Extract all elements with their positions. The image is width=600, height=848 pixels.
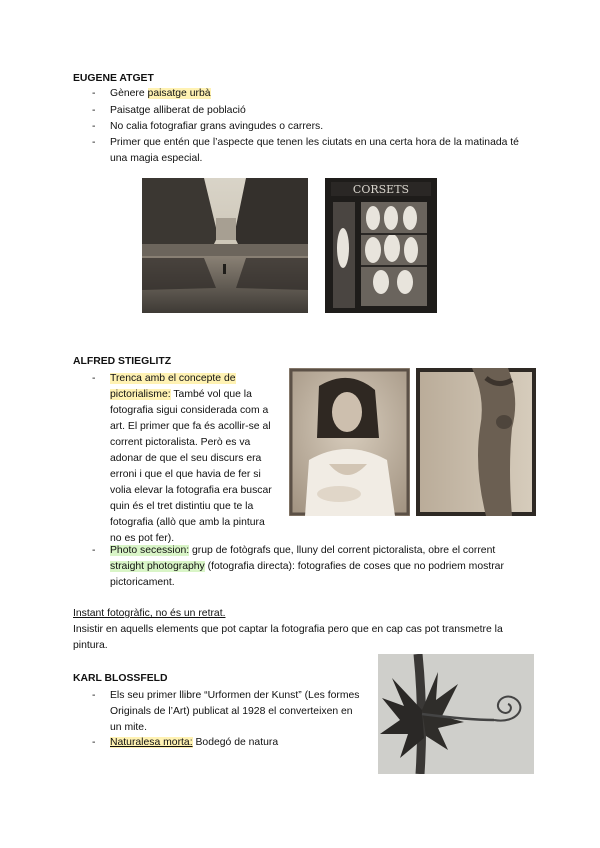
stieglitz-note-line-2: pintura. [73,640,108,651]
atget-b4-line-1: Primer que entén que l’aspecte que tenen les ciutats en una certa hora de la matinada té [110,137,519,148]
stieglitz-b1-line-8: volia elevar la fotografia era buscar [110,485,272,496]
blossfeld-title: KARL BLOSSFELD [73,673,168,684]
bullet-dash: - [92,137,96,148]
corsets-sign: CORSETS [352,183,410,196]
stieglitz-b2-line-3: pictoricament. [110,577,175,588]
bullet-dash: - [92,545,96,556]
atget-corsets-photo [325,178,437,313]
blossfeld-b2-highlight: Naturalesa morta: [110,737,193,748]
stieglitz-b1-line-6: adonar de que el seu discurs era [110,453,262,464]
stieglitz-b1-line-3: fotografia sigui considerada com a [110,405,269,416]
stieglitz-b1-highlight-2: pictorialisme: [110,389,171,400]
stieglitz-b1-line-7: erroni i que el que havia de fer si [110,469,261,480]
stieglitz-b1-line-5: corrent pictoralista. Però es va [110,437,251,448]
atget-b1-highlight: paisatge urbà [147,88,211,99]
stieglitz-title: ALFRED STIEGLITZ [73,356,172,367]
stieglitz-portrait-photo [289,368,410,516]
blossfeld-b2-text: Bodegó de natura [192,737,279,748]
atget-park-photo [142,178,308,313]
atget-b1-text: Gènere [110,88,148,99]
stieglitz-b2-line-1: grup de fotògrafs que, lluny del corrent pictoralista, obre el corrent [189,545,496,556]
bullet-dash: - [92,737,96,748]
atget-bullet-3 [92,119,324,135]
blossfeld-bullet-2 [92,735,279,751]
atget-bullet-4 [92,135,519,167]
stieglitz-b2-line-2: (fotografia directa): fotografies de coses que no podriem mostrar [204,561,504,572]
bullet-dash: - [92,373,96,384]
stieglitz-b1-highlight-1: Trenca amb el concepte de [110,373,236,384]
stieglitz-note-line-1: Insistir en aquells elements que pot captar la fotografia pero que en cap cas pot transmetre la [73,624,503,635]
atget-bullet-2 [92,103,246,119]
atget-b2-text: Paisatge alliberat de població [110,105,246,116]
stieglitz-b1-line-9: quin és el tret distintiu que te la [110,501,254,512]
bullet-dash: - [92,88,96,99]
blossfeld-b1-line-3: un mite. [110,722,147,733]
stieglitz-b2-highlight-1: Photo secession: [110,545,190,556]
stieglitz-bullet-2 [92,543,504,591]
stieglitz-b1-line-10: fotografia (allò que amb la pintura [110,517,265,528]
blossfeld-b1-line-1: Els seu primer llibre “Urformen der Kunst” (Les formes [110,690,360,701]
blossfeld-leaf-photo [378,654,534,774]
stieglitz-b1-line-11: no es pot fer). [110,533,175,544]
stieglitz-torso-photo [416,368,536,516]
atget-bullet-1 [92,86,211,102]
bullet-dash: - [92,105,96,116]
blossfeld-bullet-1 [92,688,360,736]
stieglitz-b2-highlight-2: straight photography [110,561,205,572]
stieglitz-bullet-1 [92,371,285,547]
stieglitz-note-underlined: Instant fotogràfic, no és un retrat. [73,608,226,619]
stieglitz-b1-line-2: També vol que la [170,389,252,400]
stieglitz-b1-line-4: art. El primer que fa és acollir-se al [110,421,271,432]
blossfeld-b1-line-2: Originals de l’Art) publicat al 1928 el converteixen en [110,706,353,717]
atget-b3-text: No calia fotografiar grans avingudes o carrers. [110,121,324,132]
bullet-dash: - [92,690,96,701]
atget-title: EUGENE ATGET [73,73,154,84]
atget-b4-line-2: una magia especial. [110,153,203,164]
bullet-dash: - [92,121,96,132]
